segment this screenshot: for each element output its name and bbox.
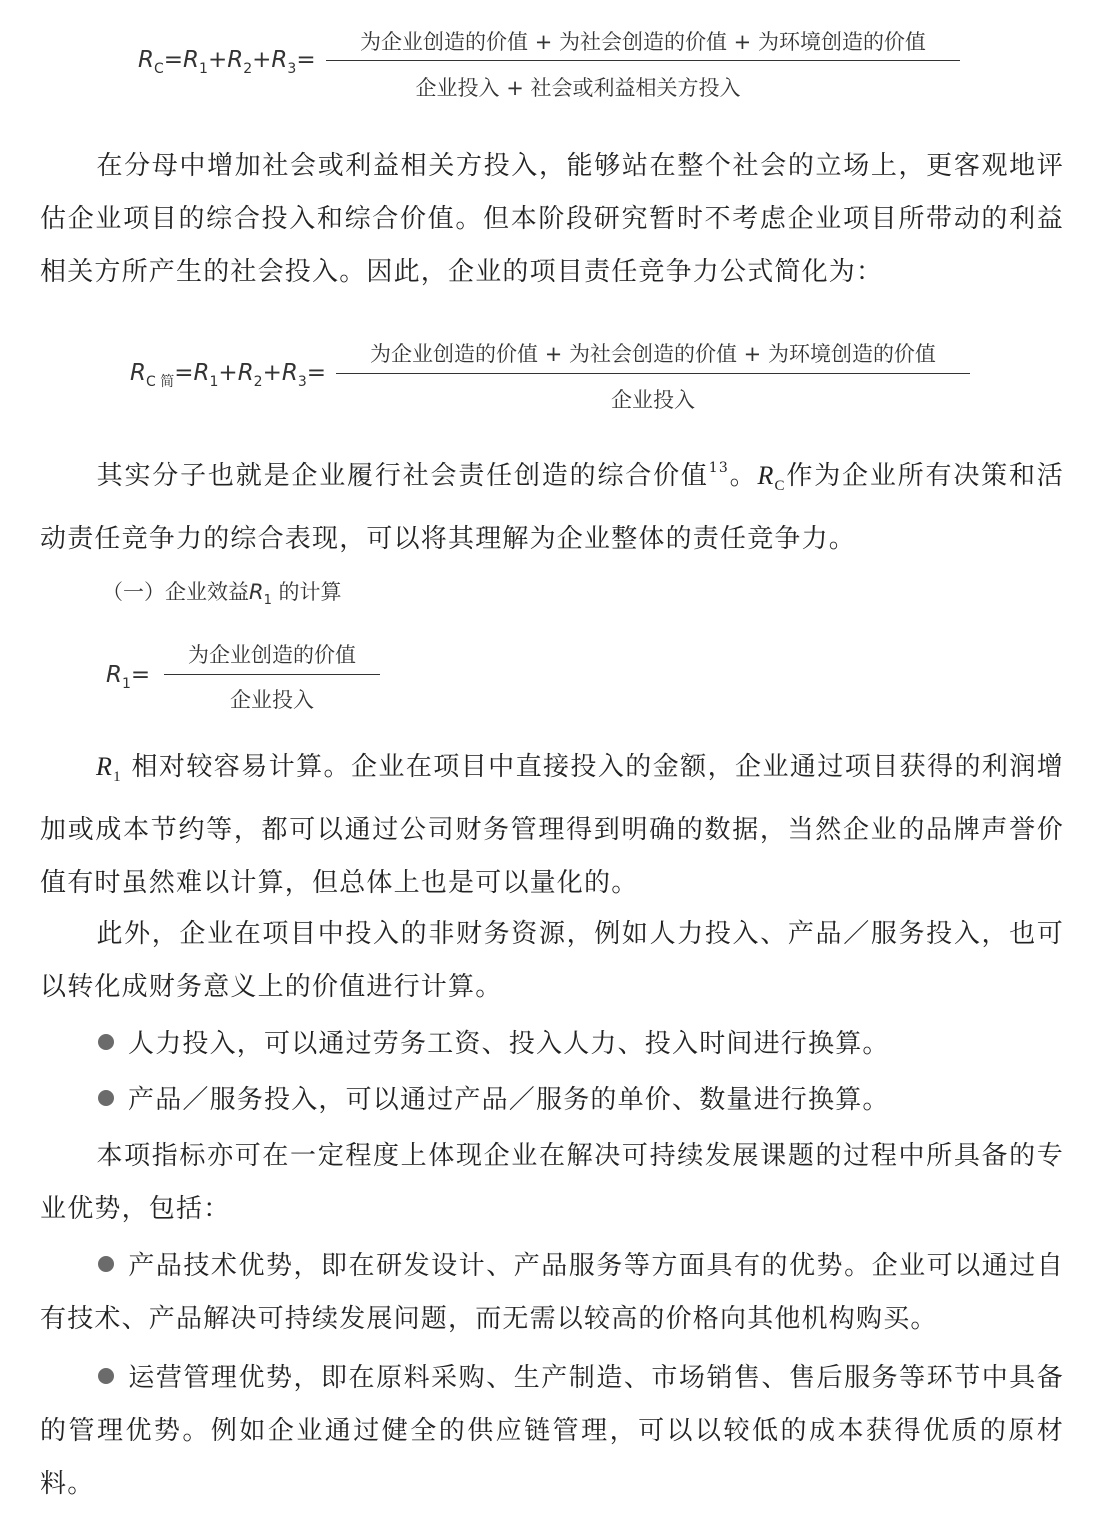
paragraph-denominator-explanation: 在分母中增加社会或利益相关方投入，能够站在整个社会的立场上，更客观地评估企业项目的综合投入和综合价值。但本阶段研究暂时不考虑企业项目所带动的利益相关方所产生的社会投入。因此，企业的项目责任竞争力公式简化为： (40, 151, 1064, 287)
bullet-item: 人力投入，可以通过劳务工资、投入人力、投入时间进行换算。 (98, 1018, 1064, 1071)
fraction-bar (326, 60, 960, 61)
paragraph-r1-calculation: $R_1$ 相对较容易计算。企业在项目中直接投入的金额，企业通过项目获得的利润增加或成本节约等，都可以通过公司财务管理得到明确的数据，当然企业的品牌声誉价值有时虽然难以计算，但总体上也是可以量化的。 (40, 752, 1064, 898)
bullet-item: 运营管理优势，即在原料采购、生产制造、市场销售、售后服务等环节中具备的管理优势。例如企业通过健全的供应链管理，可以以较低的成本获得优质的原材料。 (40, 1363, 1064, 1499)
formula-rc-lhs: $R_C=R_1+R_2+R_3=$ (138, 47, 316, 77)
formula-rc-simplified-denominator: 企业投入 (611, 388, 695, 412)
bullet-icon (98, 1034, 114, 1050)
paragraph-comprehensive-value: 其实分子也就是企业履行社会责任创造的综合价值$^{13}$。$R_C$作为企业所有决策和活动责任竞争力的综合表现，可以将其理解为企业整体的责任竞争力。 (40, 460, 1064, 554)
fraction-bar (164, 674, 380, 675)
section-heading-r1: （一）企业效益$R_1$ 的计算 (102, 580, 342, 608)
bullet-icon (98, 1368, 114, 1384)
formula-rc-denominator: 企业投入 + 社会或利益相关方投入 (415, 76, 741, 100)
paragraph-non-financial: 此外，企业在项目中投入的非财务资源，例如人力投入、产品／服务投入，也可以转化成财务意义上的价值进行计算。 (40, 919, 1064, 1002)
formula-r1-numerator: 为企业创造的价值 (188, 643, 356, 667)
bullet-item: 产品技术优势，即在研发设计、产品服务等方面具有的优势。企业可以通过自有技术、产品解决可持续发展问题，而无需以较高的价格向其他机构购买。 (40, 1251, 1064, 1334)
bullet-icon (98, 1256, 114, 1272)
formula-rc-simplified-lhs: $R_{C 简}=R_1+R_2+R_3=$ (130, 360, 327, 390)
bullet-item: 产品／服务投入，可以通过产品／服务的单价、数量进行换算。 (98, 1074, 1064, 1127)
symbol-r1: $R_1$ (96, 752, 122, 785)
symbol-rc: $R_C$ (757, 461, 786, 494)
paragraph-professional-advantage: 本项指标亦可在一定程度上体现企业在解决可持续发展课题的过程中所具备的专业优势，包括： (40, 1141, 1064, 1224)
fraction-bar (336, 373, 970, 374)
formula-rc-numerator: 为企业创造的价值 + 为社会创造的价值 + 为环境创造的价值 (360, 30, 926, 54)
footnote-ref: 13 (708, 460, 729, 476)
formula-r1-lhs: $R_1=$ (106, 662, 151, 692)
bullet-icon (98, 1090, 114, 1106)
formula-r1-denominator: 企业投入 (230, 688, 314, 712)
formula-rc-simplified-numerator: 为企业创造的价值 + 为社会创造的价值 + 为环境创造的价值 (370, 342, 936, 366)
